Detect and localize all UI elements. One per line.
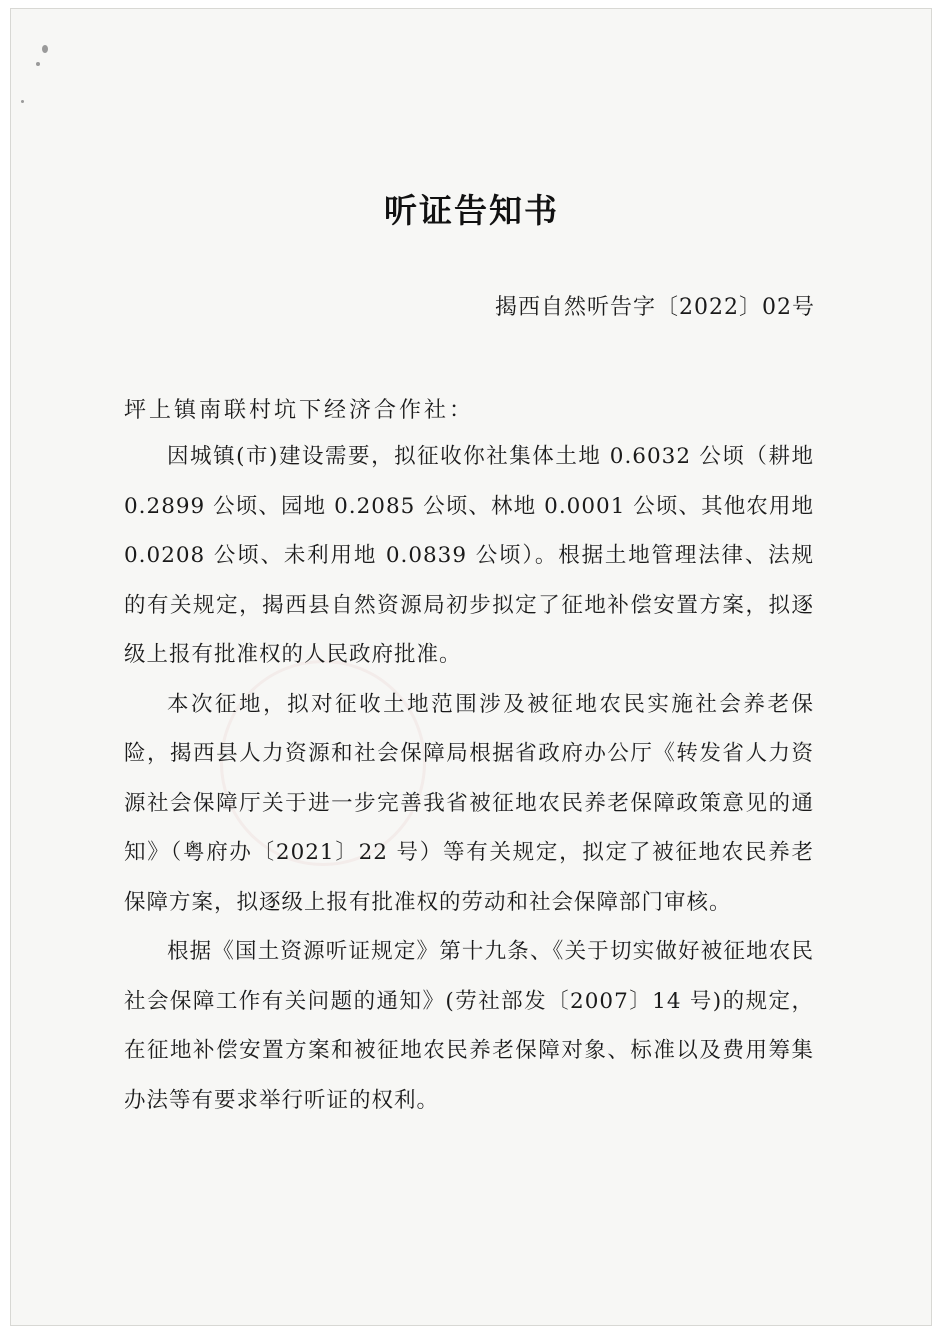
scan-speck [42,45,48,53]
paragraph: 本次征地，拟对征收土地范围涉及被征地农民实施社会养老保险，揭西县人力资源和社会保障局根据省政府办公厅《转发省人力资源社会保障厅关于进一步完善我省被征地农民养老保障政策意见的通知》（粤府办〔2021〕22 号）等有关规定，拟定了被征地农民养老保障方案，拟逐级上报有批准权的劳动和社会保障部门审核。 [124,691,814,915]
addressee: 坪上镇南联村坑下经济合作社： [124,398,475,423]
paragraph: 根据《国土资源听证规定》第十九条、《关于切实做好被征地农民社会保障工作有关问题的通知》(劳社部发〔2007〕14 号)的规定，在征地补偿安置方案和被征地农民养老保障对象、标准以及费用筹集办法等有要求举行听证的权利。 [124,939,814,1113]
document-title: 听证告知书 [384,191,559,230]
document-body [124,432,814,1125]
scan-speck [21,100,24,103]
paragraph: 因城镇(市)建设需要，拟征收你社集体土地 0.6032 公顷（耕地 0.2899 公顷、园地 0.2085 公顷、林地 0.0001 公顷、其他农用地 0.0208 公顷、未利用地 0.0839 公顷）。根据土地管理法律、法规的有关规定，揭西县自然资源局初步拟定了征地补偿安置方案，拟逐级上报有批准权的人民政府批准。 [124,444,814,667]
scan-speck [36,62,40,66]
document-number: 揭西自然听告字〔2022〕02号 [495,295,815,320]
